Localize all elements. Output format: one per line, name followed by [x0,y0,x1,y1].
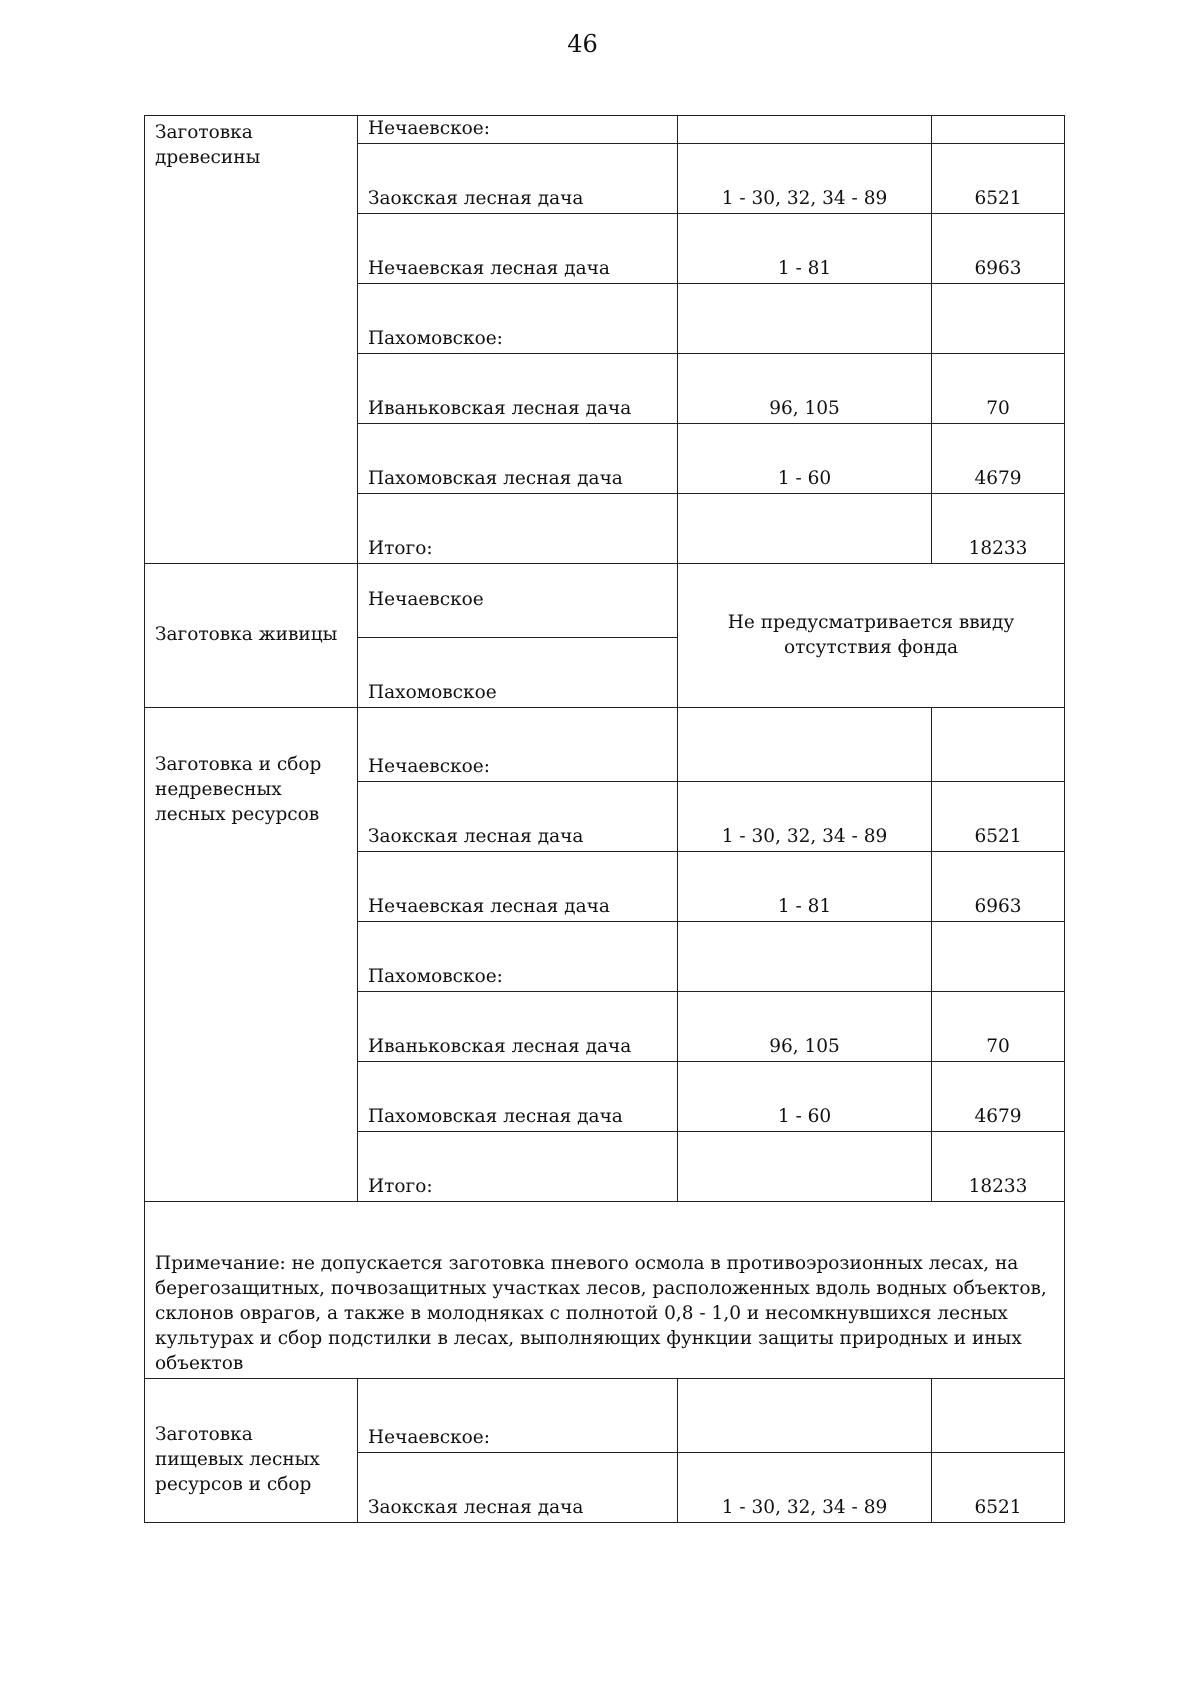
table-row [145,708,1065,782]
area-cell [932,116,1065,144]
area-cell [932,1379,1065,1453]
area-cell: 4679 [932,424,1065,494]
quarters-cell: 1 - 60 [678,424,932,494]
quarters-cell: 1 - 30, 32, 34 - 89 [678,782,932,852]
not-provided-note: Не предусматривается ввиду отсутствия фонда [678,564,1065,708]
area-cell: 18233 [932,1132,1065,1202]
forestry-name-cell: Итого: [358,1132,678,1202]
area-cell: 70 [932,354,1065,424]
forestry-name-cell: Нечаевская лесная дача [358,852,678,922]
quarters-cell: 1 - 81 [678,214,932,284]
quarters-cell [678,284,932,354]
table-row [145,116,1065,144]
area-cell: 4679 [932,1062,1065,1132]
table-row [145,564,1065,638]
forestry-name-cell: Пахомовское [358,638,678,708]
forestry-name-cell: Пахомовская лесная дача [358,424,678,494]
note-text: Примечание: не допускается заготовка пневого осмола в противоэрозионных лесах, на берегозащитных, почвозащитных участках лесов, расположенных вдоль водных объектов, склонов оврагов, а также в молодняках с полнотой 0,8 - 1,0 и несомкнувшихся лесных культурах и сбор подстилки в лесах, выполняющих функции защиты природных и иных объектов [145,1202,1065,1379]
area-cell: 6521 [932,782,1065,852]
forestry-name-cell: Заокская лесная дача [358,144,678,214]
forestry-name-cell: Иваньковская лесная дача [358,992,678,1062]
quarters-cell [678,116,932,144]
quarters-cell: 1 - 81 [678,852,932,922]
quarters-cell: 1 - 60 [678,1062,932,1132]
forestry-name-cell: Заокская лесная дача [358,1453,678,1523]
forestry-name-cell: Нечаевское: [358,1379,678,1453]
forestry-name-cell: Иваньковская лесная дача [358,354,678,424]
forestry-name-cell: Итого: [358,494,678,564]
area-cell [932,708,1065,782]
quarters-cell [678,708,932,782]
forestry-name-cell: Пахомовское: [358,284,678,354]
area-cell: 6521 [932,1453,1065,1523]
quarters-cell: 1 - 30, 32, 34 - 89 [678,1453,932,1523]
forestry-name-cell: Пахомовская лесная дача [358,1062,678,1132]
area-cell: 6963 [932,852,1065,922]
category-cell: Заготовка живицы [145,564,358,708]
forestry-name-cell: Пахомовское: [358,922,678,992]
forestry-name-cell: Нечаевское: [358,116,678,144]
category-cell: Заготовка и сбор недревесных лесных ресурсов [145,708,358,1202]
quarters-cell [678,494,932,564]
forestry-name-cell: Нечаевское: [358,708,678,782]
forestry-name-cell: Заокская лесная дача [358,782,678,852]
forest-use-table [144,115,1065,1523]
quarters-cell: 96, 105 [678,354,932,424]
area-cell: 6521 [932,144,1065,214]
quarters-cell [678,1132,932,1202]
area-cell: 70 [932,992,1065,1062]
forestry-name-cell: Нечаевское [358,564,678,638]
category-cell: Заготовка пищевых лесных ресурсов и сбор [145,1379,358,1523]
area-cell [932,284,1065,354]
category-cell: Заготовка древесины [145,116,358,564]
page-number: 46 [567,30,598,58]
area-cell: 18233 [932,494,1065,564]
quarters-cell [678,922,932,992]
quarters-cell [678,1379,932,1453]
quarters-cell: 96, 105 [678,992,932,1062]
area-cell: 6963 [932,214,1065,284]
area-cell [932,922,1065,992]
forestry-name-cell: Нечаевская лесная дача [358,214,678,284]
note-row [145,1202,1065,1379]
quarters-cell: 1 - 30, 32, 34 - 89 [678,144,932,214]
table-row [145,1379,1065,1453]
